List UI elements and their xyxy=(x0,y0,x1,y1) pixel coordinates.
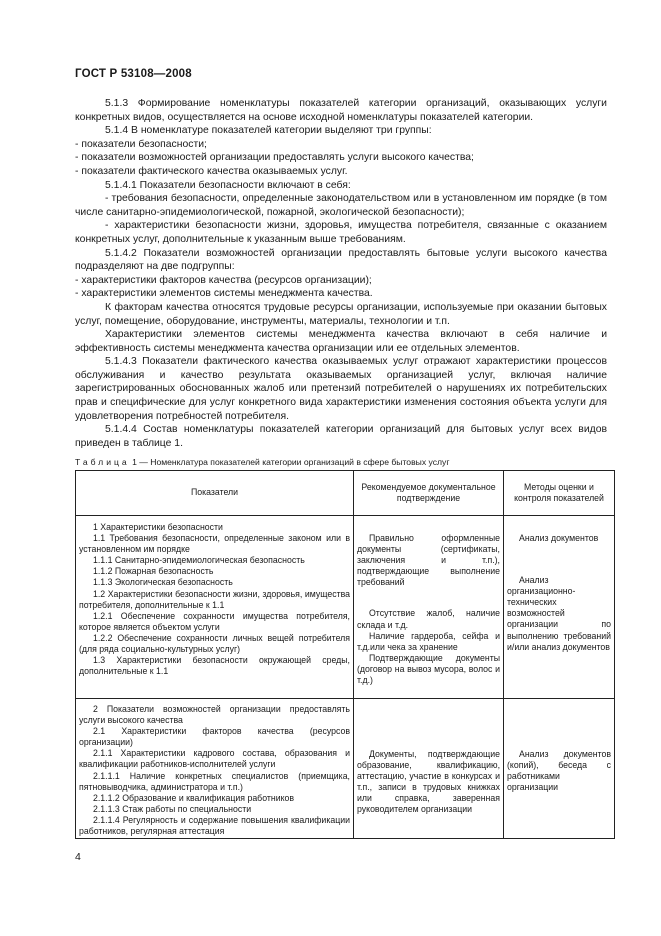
paragraph: 5.1.4.3 Показатели фактического качества оказываемых услуг отражают характеристики процессов обслуживания и качество результата оказываемых организацией услуг, включая наличие зарегистрированных обоснованных жалоб или претензий потребителей о нарушениях их потребительских прав и специфические для услуг конкретного вида характеристики изменения состояния объекта услуги для удовлетворения потребностей потребителя. xyxy=(75,356,607,422)
paragraph: К факторам качества относятся трудовые ресурсы организации, используемые при оказании бытовых услуг, помещение, оборудование, инструменты, материалы, технологии и т.п. xyxy=(75,301,607,327)
paragraph: 5.1.4.4 Состав номенклатуры показателей категории организаций для бытовых услуг всех видов приведен в таблице 1. xyxy=(75,424,607,449)
table-caption-text: 1 — Номенклатура показателей категории организаций в сфере бытовых услуг xyxy=(129,457,450,467)
table-row xyxy=(76,699,615,839)
paragraph: 5.1.4 В номенклатуре показателей категории выделяют три группы: xyxy=(105,125,432,137)
methods-cell xyxy=(504,516,615,699)
list-item: - показатели возможностей организации предоставлять услуги высокого качества; xyxy=(75,152,474,164)
column-header-documents: Рекомендуемое документальное подтверждение xyxy=(354,471,504,516)
indicator-line: 1.1.3 Экологическая безопасность xyxy=(93,577,233,588)
indicators-table xyxy=(75,470,615,839)
indicators-cell xyxy=(76,699,354,839)
indicator-line: 1.1 Требования безопасности, определенные законом или в установленном им порядке xyxy=(79,533,350,555)
paragraph: Характеристики элементов системы менеджмента качества включают в себя наличие и эффективность системы менеджмента качества организации или ее отдельных элементов. xyxy=(75,329,607,354)
table-caption xyxy=(75,457,615,468)
paragraph: 5.1.4.1 Показатели безопасности включают в себя: xyxy=(105,179,351,191)
indicator-line: 1.2 Характеристики безопасности жизни, здоровья, имущества потребителя, дополнительные к 1.1 xyxy=(79,588,350,610)
document-text: Подтверждающие документы (договор на вывоз мусора, волос и т.д.) xyxy=(357,652,500,686)
column-header-methods: Методы оценки и контроля показателей xyxy=(504,471,615,516)
indicator-line: 1.2.1 Обеспечение сохранности имущества потребителя, которое является объектом услуги xyxy=(79,610,350,632)
indicator-line: 2.1.1.3 Стаж работы по специальности xyxy=(93,803,252,814)
indicator-line: 2.1.1 Характеристики кадрового состава, образования и квалификации работников-исполнителей услуги xyxy=(79,748,350,770)
table-caption-word: Таблица xyxy=(75,457,130,467)
list-item: - показатели безопасности; xyxy=(75,138,207,150)
list-item: - требования безопасности, определенные законодательством или в установленном им порядке (в том числе санитарно-эпидемиологической, пожарной, экологической безопасности); xyxy=(75,193,607,218)
indicator-line: 1.1.2 Пожарная безопасность xyxy=(93,566,214,577)
method-text: Анализ документов xyxy=(519,533,599,543)
indicator-line: 2 Показатели возможностей организации предоставлять услуги высокого качества xyxy=(79,704,350,726)
paragraph: 5.1.4.2 Показатели возможностей организации предоставлять бытовые услуги высокого качества подразделяют на две подгруппы: xyxy=(75,247,607,273)
body-text xyxy=(75,97,607,450)
indicator-line: 2.1.1.4 Регулярность и содержание повышения квалификации работников, регулярная аттестация xyxy=(79,814,350,837)
indicator-line: 1.1.1 Санитарно-эпидемиологическая безопасность xyxy=(93,555,305,566)
documents-cell xyxy=(354,516,504,699)
indicator-line: 2.1.1.1 Наличие конкретных специалистов (приемщика, пятновыводчика, администратора и т.п.) xyxy=(79,770,350,792)
list-item: - показатели фактического качества оказываемых услуг. xyxy=(75,165,348,177)
list-item: - характеристики элементов системы менеджмента качества. xyxy=(75,288,373,300)
document-text: Наличие гардероба, сейфа и т.д.или чека за хранение xyxy=(357,630,500,652)
methods-cell xyxy=(504,699,615,839)
document-text: Правильно оформленные документы (сертификаты, заключения и т.п.), подтверждающие выполнение требований xyxy=(357,533,500,588)
indicator-line: 2.1.1.2 Образование и квалификация работников xyxy=(93,792,295,803)
column-header-indicators: Показатели xyxy=(76,471,354,516)
page-number: 4 xyxy=(75,851,81,863)
method-text: Анализ организационно-технических возможностей организации по выполнению требований и/или анализ документов xyxy=(507,575,611,652)
documents-cell xyxy=(354,699,504,839)
indicator-line: 2.1 Характеристики факторов качества (ресурсов организации) xyxy=(79,726,350,748)
paragraph: 5.1.3 Формирование номенклатуры показателей категории организаций, оказывающих услуги конкретных видов, осуществляется на основе исходной номенклатуры показателей категории. xyxy=(75,98,607,123)
indicators-cell xyxy=(76,516,354,699)
standard-header: ГОСТ Р 53108—2008 xyxy=(75,68,192,80)
method-text: Анализ документов (копий), беседа с работниками организации xyxy=(507,749,611,793)
document-text: Документы, подтверждающие образование, квалификацию, аттестацию, участие в конкурсах и т.п., записи в трудовых книжках или справка, заверенная руководителем организации xyxy=(357,749,500,815)
list-item: - характеристики факторов качества (ресурсов организации); xyxy=(75,274,372,286)
table-row xyxy=(76,516,615,699)
table-header-row xyxy=(76,471,615,516)
document-text: Отсутствие жалоб, наличие склада и т.д. xyxy=(357,608,500,630)
indicator-line: 1.3 Характеристики безопасности окружающей среды, дополнительные к 1.1 xyxy=(79,655,350,677)
list-item: - характеристики безопасности жизни, здоровья, имущества потребителя, связанные с оказанием конкретных услуг, дополнительные к указанным выше требованиям. xyxy=(75,220,607,245)
indicator-line: 1 Характеристики безопасности xyxy=(93,522,223,532)
indicator-line: 1.2.2 Обеспечение сохранности личных вещей потребителя (для ряда социально-культурных услуг) xyxy=(79,632,350,655)
